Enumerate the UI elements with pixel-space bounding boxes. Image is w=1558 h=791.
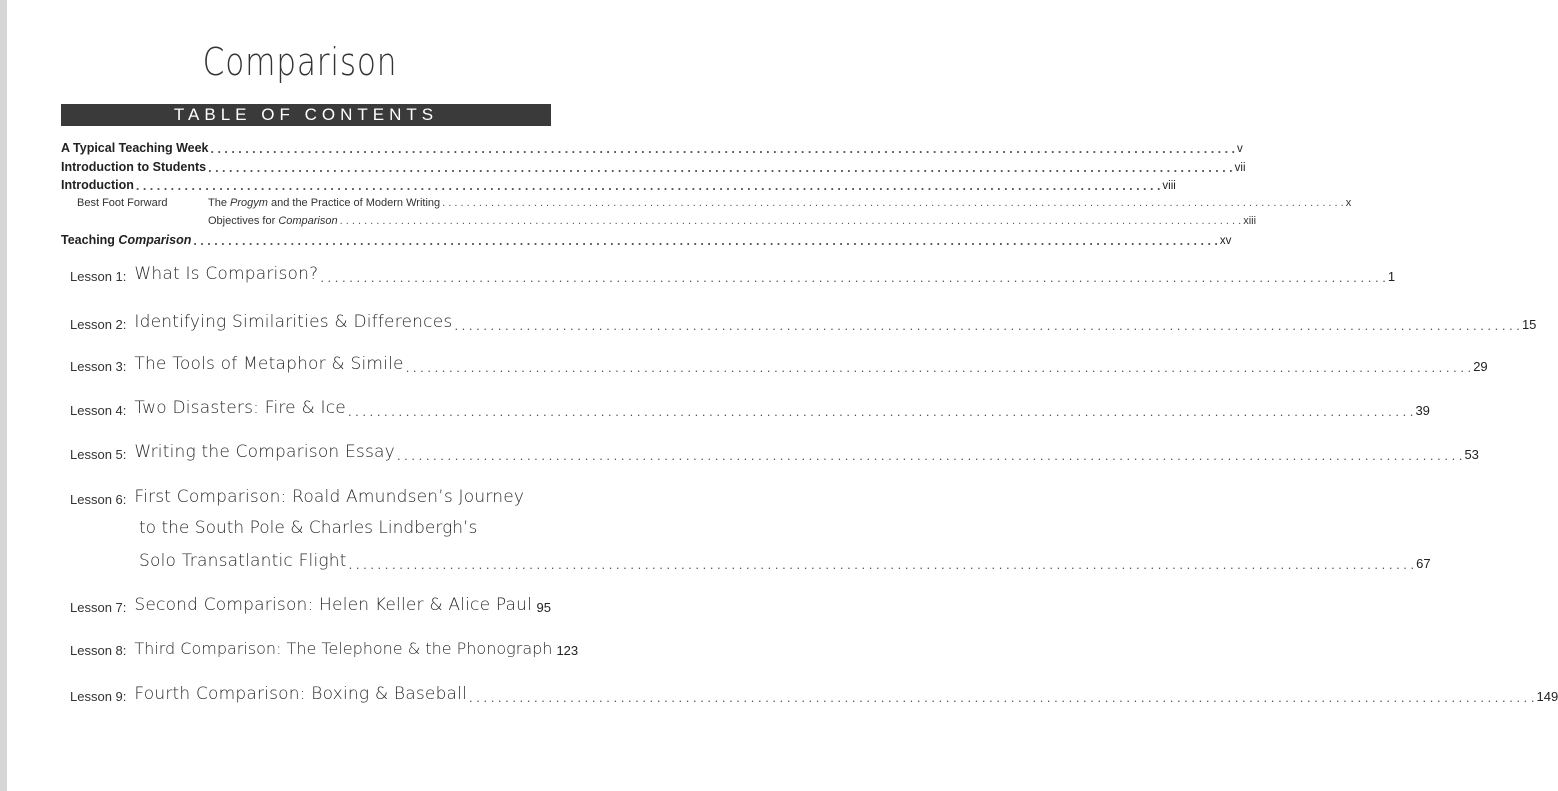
lesson-title: Two Disasters: Fire & Ice <box>134 398 346 418</box>
lesson-title-line-2: to the South Pole & Charles Lindbergh’s <box>139 518 478 538</box>
lesson-entry-6[interactable] <box>70 487 551 507</box>
toc-entry-page: x <box>1345 197 1352 209</box>
lesson-title: The Tools of Metaphor & Simile <box>134 354 404 374</box>
lesson-title-line-1: First Comparison: Roald Amundsen’s Journey <box>134 487 525 507</box>
toc-entry-label: Introduction <box>61 178 134 192</box>
dot-leader <box>340 216 1242 227</box>
toc-subentry-objectives[interactable] <box>208 215 1257 227</box>
toc-entry-label: A Typical Teaching Week <box>61 141 209 155</box>
dot-leader <box>211 143 1236 156</box>
lesson-entry-4[interactable] <box>70 398 1430 418</box>
toc-entry-typical-week[interactable] <box>61 141 1243 155</box>
lesson-entry-6-final-line[interactable] <box>139 551 1431 571</box>
lesson-entry-2[interactable] <box>70 312 1537 332</box>
dot-leader <box>320 271 1386 284</box>
toc-entry-label: Teaching Comparison <box>61 233 192 247</box>
lesson-page: 29 <box>1473 359 1488 374</box>
lesson-entry-7[interactable] <box>70 595 551 615</box>
lesson-title: What Is Comparison? <box>134 264 319 284</box>
toc-entry-label: Introduction to Students <box>61 160 207 174</box>
lesson-page: 15 <box>1521 317 1537 332</box>
lesson-entry-5[interactable] <box>70 442 1479 462</box>
dot-leader <box>348 405 1414 418</box>
page-edge-shadow <box>0 0 7 791</box>
page-title: Comparison <box>202 40 398 84</box>
lesson-title: Writing the Comparison Essay <box>134 442 395 462</box>
dot-leader <box>193 235 1218 248</box>
dot-leader <box>136 180 1161 193</box>
toc-header-bar: TABLE OF CONTENTS <box>61 104 551 126</box>
lesson-page: 1 <box>1387 269 1396 284</box>
lesson-entry-3[interactable] <box>70 354 1488 374</box>
toc-entry-introduction[interactable] <box>61 178 1176 192</box>
toc-entry-page: viii <box>1162 180 1176 192</box>
lesson-label: Lesson 3: <box>70 359 127 374</box>
dot-leader <box>208 162 1233 175</box>
lesson-title: Third Comparison: The Telephone & the Phonograph <box>134 639 553 658</box>
lesson-title: Second Comparison: Helen Keller & Alice Paul <box>134 595 533 615</box>
lesson-label: Lesson 9: <box>70 689 127 704</box>
toc-entry-page: vii <box>1234 162 1246 174</box>
dot-leader <box>397 449 1463 462</box>
lesson-label: Lesson 5: <box>70 447 127 462</box>
lesson-page: 39 <box>1415 403 1430 418</box>
lesson-label: Lesson 7: <box>70 600 127 615</box>
lesson-label: Lesson 4: <box>70 403 127 418</box>
lesson-page: 95 <box>536 600 551 615</box>
lesson-page: 67 <box>1416 556 1431 571</box>
lesson-entry-9[interactable] <box>70 684 1558 704</box>
toc-entry-page: xv <box>1219 235 1232 247</box>
toc-entry-label: The Progym and the Practice of Modern Writing <box>208 197 441 209</box>
dot-leader <box>406 361 1472 374</box>
lesson-page: 53 <box>1464 447 1479 462</box>
lesson-title: Fourth Comparison: Boxing & Baseball <box>134 684 468 704</box>
toc-entry-intro-students[interactable] <box>61 160 1246 174</box>
lesson-page: 123 <box>556 643 579 658</box>
toc-subentry-progym[interactable] <box>208 197 1352 209</box>
lesson-page: 149 <box>1536 689 1558 704</box>
toc-entry-teaching[interactable] <box>61 233 1232 247</box>
dot-leader <box>349 558 1415 571</box>
dot-leader <box>469 691 1535 704</box>
lesson-label: Lesson 1: <box>70 269 127 284</box>
lesson-title: Identifying Similarities & Differences <box>134 312 453 332</box>
lesson-label: Lesson 8: <box>70 643 127 658</box>
lesson-entry-1[interactable] <box>70 264 1396 284</box>
toc-entry-page: xiii <box>1243 215 1257 227</box>
lesson-label: Lesson 6: <box>70 492 127 507</box>
lesson-title-line-3: Solo Transatlantic Flight <box>139 551 347 571</box>
dot-leader <box>454 319 1520 332</box>
toc-entry-page: v <box>1237 143 1243 155</box>
lesson-entry-8[interactable] <box>70 639 579 658</box>
dot-leader <box>442 198 1344 209</box>
lesson-label: Lesson 2: <box>70 317 127 332</box>
best-foot-forward-label: Best Foot Forward <box>77 197 168 209</box>
toc-entry-label: Objectives for Comparison <box>208 215 338 227</box>
